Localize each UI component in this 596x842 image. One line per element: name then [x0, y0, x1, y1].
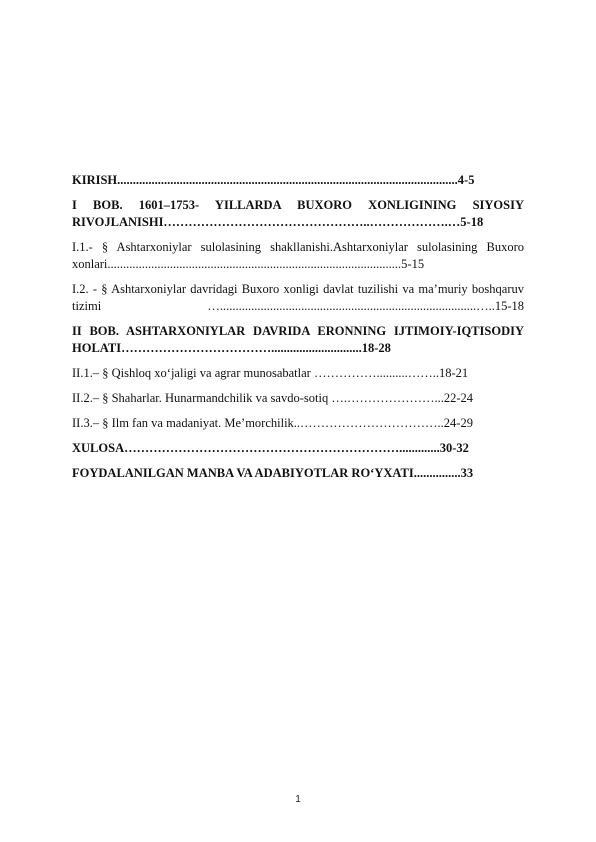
toc-entry-section-2-2: II.2.– § Shaharlar. Hunarmandchilik va savdo-sotiq ….…………………...22-24 — [72, 391, 473, 405]
toc-entry-section-2-3: II.3.– § Ilm fan va madaniyat. Me’morchilik..……………………………..24-29 — [72, 416, 473, 430]
toc-entry-chapter-1: I BOB. 1601–1753- YILLARDA BUXORO XONLIGINING SIYOSIY RIVOJLANISHI…………………………………………..……………….…5-18 — [72, 198, 524, 229]
toc-entry-section-2-1: II.1.– § Qishloq xo‘jaligi va agrar munosabatlar ……………..........……..18-21 — [72, 366, 469, 380]
toc-entry-kirish: KIRISH.............................................................................................................4-5 — [72, 173, 475, 187]
toc-entry-chapter-2: II BOB. ASHTARXONIYLAR DAVRIDA ERONNING IJTIMOIY-IQTISODIY HOLATI……………………………….............................18-28 — [72, 324, 524, 355]
toc-entry-section-1-2: I.2. - § Ashtarxoniylar davridagi Buxoro xonligi davlat tuzilishi va ma’muriy boshqaruv tizimi …..................................................................................…..15-18 — [72, 282, 524, 313]
toc-entry-section-1-1: I.1.- § Ashtarxoniylar sulolasining shakllanishi.Ashtarxoniylar sulolasining Buxoro xonlari..............................................................................................5-15 — [72, 240, 524, 271]
toc-entry-bibliography: FOYDALANILGAN MANBA VA ADABIYOTLAR RO‘YXATI...............33 — [72, 466, 474, 480]
toc-entry-xulosa: XULOSA………………………………………………………….............30-32 — [72, 441, 469, 455]
page-number: 1 — [295, 794, 301, 805]
table-of-contents — [72, 172, 524, 490]
